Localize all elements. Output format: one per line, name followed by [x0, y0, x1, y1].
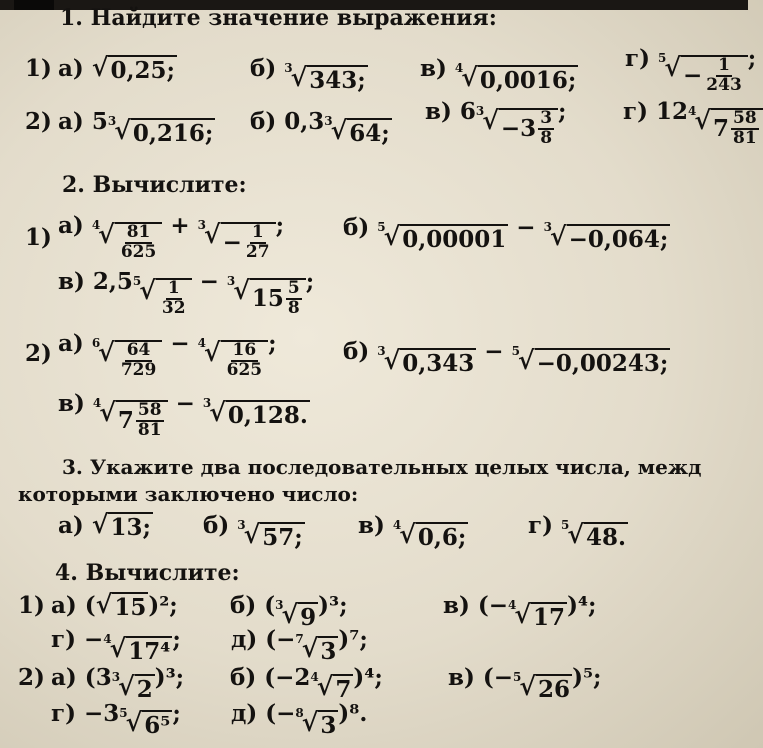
root-expression: 3 √ 64;	[324, 114, 390, 147]
root-expression: 4 √ 7 $\frac{58}{81}$	[93, 400, 168, 440]
item-a: а) 4 √ $\frac{81}{625}$ + 3 √ − $\frac{1}{27}$ ;	[58, 212, 285, 262]
root-expression: 3 √ 57;	[237, 518, 303, 551]
item-label: а)	[58, 108, 84, 135]
root-expression: 4 √ 17	[508, 598, 566, 631]
item-a: а) ( √ 15 )²;	[51, 589, 178, 621]
item-label: а)	[51, 664, 77, 691]
task1-header: 1. Найдите значение выражения:	[60, 5, 497, 31]
fraction: $\frac{58}{81}$	[137, 400, 162, 440]
task3-header-cont: которыми заключено число:	[18, 482, 359, 506]
item-label: а)	[58, 512, 84, 539]
root-expression: 5 √ −0,00243;	[511, 344, 669, 377]
item-b: б) 3 √ 0,343 − 5 √ −0,00243;	[343, 338, 669, 377]
fraction: $\frac{81}{625}$	[120, 222, 157, 262]
sqrt-expression: √ 0,25;	[91, 52, 175, 84]
item-g: г) − 4 √ 17⁴ ;	[51, 626, 181, 665]
item-b	[203, 512, 305, 551]
item-g: г) −3 5 √ 6⁵ ;	[51, 700, 181, 739]
root-expression: 6 √ $\frac{64}{729}$	[92, 340, 163, 380]
item-label: б)	[343, 338, 370, 365]
item-b: б) ( 3 √ 9 )³;	[230, 592, 348, 631]
item-label: д)	[231, 700, 258, 727]
item-b: б) (−2 4 √ 7 )⁴;	[230, 664, 383, 703]
item-label: а)	[58, 330, 84, 357]
root-expression: 7 √ 3	[295, 632, 337, 665]
root-expression: 5 √ 48.	[561, 518, 627, 551]
item-a: а) 5 3 √ 0,216;	[58, 108, 214, 147]
row-number: 1)	[25, 55, 52, 82]
root-expression: 3 √ 15 $\frac{5}{8}$	[227, 278, 306, 318]
item-label: г)	[528, 512, 553, 539]
radicand: 0,25;	[110, 57, 175, 84]
item-label: г)	[51, 626, 76, 653]
item-label: в)	[358, 512, 385, 539]
root-expression: 4 √ 7 $\frac{58}{81}$	[688, 108, 763, 148]
item-label: в)	[443, 592, 470, 619]
root-expression: 4 √ 7	[310, 670, 352, 703]
task2-row1-v: в) 2,5 5 √ $\frac{1}{32}$ − 3 √ 15 $\frac{5}{8}$ ;	[58, 268, 315, 318]
row-number: 1)	[18, 592, 45, 619]
item-label: а)	[58, 55, 84, 82]
item-label: а)	[58, 212, 84, 239]
root-expression: 4 √ 17⁴	[103, 632, 171, 665]
item-label: г)	[51, 700, 76, 727]
root-expression: 5 √ 6⁵	[119, 706, 171, 739]
item-label: г)	[625, 45, 650, 72]
root-expression: 4 √ $\frac{81}{625}$	[92, 222, 163, 262]
row-number: 2)	[25, 108, 52, 135]
task3-header: 3. Укажите два последовательных целых числа, межд	[62, 455, 702, 479]
item-v: в) (− 4 √ 17 )⁴;	[443, 592, 597, 631]
item-b: б) 5 √ 0,00001 − 3 √ −0,064;	[343, 214, 669, 253]
item-label: в)	[58, 268, 85, 295]
root-expression: 4 √ 0,0016;	[454, 61, 577, 94]
fraction: $\frac{1}{243}$	[706, 55, 742, 95]
item-a	[58, 52, 177, 84]
row-number: 2)	[25, 340, 52, 367]
fraction: $\frac{64}{729}$	[120, 340, 157, 380]
root-expression: 5 √ $\frac{1}{32}$	[133, 278, 192, 318]
item-label: в)	[58, 390, 85, 417]
root-expression: 3 √ 2	[111, 670, 153, 703]
item-v: в) 6 3 √ −3 $\frac{3}{8}$ ;	[425, 98, 567, 148]
root-expression: 3 √ 0,128.	[202, 396, 308, 429]
item-b: б) 0,3 3 √ 64;	[250, 108, 390, 147]
fraction: $\frac{58}{81}$	[733, 108, 757, 148]
radicand: 0,0016;	[479, 67, 577, 94]
root-expression: 3 √ 0,216;	[107, 114, 214, 147]
item-label: д)	[231, 626, 258, 653]
sqrt-expression: √ 15	[95, 589, 147, 621]
radicand: 343;	[309, 67, 366, 94]
item-label: б)	[203, 512, 230, 539]
root-expression: 3 √ 0,343	[377, 344, 475, 377]
fraction: $\frac{1}{32}$	[161, 278, 186, 318]
fraction: $\frac{5}{8}$	[287, 278, 300, 318]
page-number-block	[14, 0, 54, 10]
task2-header: 2. Вычислите:	[62, 172, 247, 198]
item-label: г)	[623, 98, 648, 125]
root-expression: 4 √ 0,6;	[392, 518, 467, 551]
root-expression: 3 √ 9	[275, 598, 317, 631]
fraction: $\frac{16}{625}$	[226, 340, 263, 380]
item-label: в)	[448, 664, 475, 691]
root-expression: 3 √ 343;	[284, 61, 366, 94]
item-label: б)	[230, 664, 257, 691]
task4-header: 4. Вычислите:	[55, 560, 240, 586]
item-a	[58, 509, 153, 541]
item-a: а) (3 3 √ 2 )³;	[51, 664, 185, 703]
item-label: в)	[425, 98, 452, 125]
root-expression: 8 √ 3	[295, 706, 337, 739]
item-v	[420, 55, 578, 94]
root-expression: 4 √ $\frac{16}{625}$	[198, 340, 269, 380]
item-label: в)	[420, 55, 447, 82]
row-number: 1)	[25, 224, 52, 251]
root-expression: 5 √ 26	[513, 670, 571, 703]
fraction: $\frac{3}{8}$	[540, 108, 553, 148]
item-d: д) (− 7 √ 3 )⁷;	[231, 626, 368, 665]
task2-row2-v: в) 4 √ 7 $\frac{58}{81}$ − 3 √ 0,128.	[58, 390, 308, 440]
item-v: в) (− 5 √ 26 )⁵;	[448, 664, 602, 703]
item-v	[358, 512, 468, 551]
item-label: б)	[343, 214, 370, 241]
root-expression: 3 √ −0,064;	[543, 220, 669, 253]
item-label: б)	[250, 108, 277, 135]
root-expression: 3 √ − $\frac{1}{27}$	[198, 222, 276, 262]
item-b	[250, 55, 368, 94]
root-expression: 5 √ − $\frac{1}{243}$	[658, 55, 748, 95]
item-g: г) 5 √ − $\frac{1}{243}$ ;	[625, 45, 757, 95]
root-expression: 5 √ 0,00001	[377, 220, 507, 253]
item-g: г) 12 4 √ 7 $\frac{58}{81}$	[623, 98, 763, 148]
item-d: д) (− 8 √ 3 )⁸.	[231, 700, 368, 739]
sqrt-expression: √ 13;	[91, 509, 151, 541]
root-expression: 3 √ −3 $\frac{3}{8}$	[476, 108, 558, 148]
item-label: б)	[250, 55, 277, 82]
row-number: 2)	[18, 664, 45, 691]
item-label: б)	[230, 592, 257, 619]
fraction: $\frac{1}{27}$	[245, 222, 270, 262]
item-a: а) 6 √ $\frac{64}{729}$ − 4 √ $\frac{16}{625}$ ;	[58, 330, 277, 380]
item-label: а)	[51, 592, 77, 619]
item-g	[528, 512, 628, 551]
